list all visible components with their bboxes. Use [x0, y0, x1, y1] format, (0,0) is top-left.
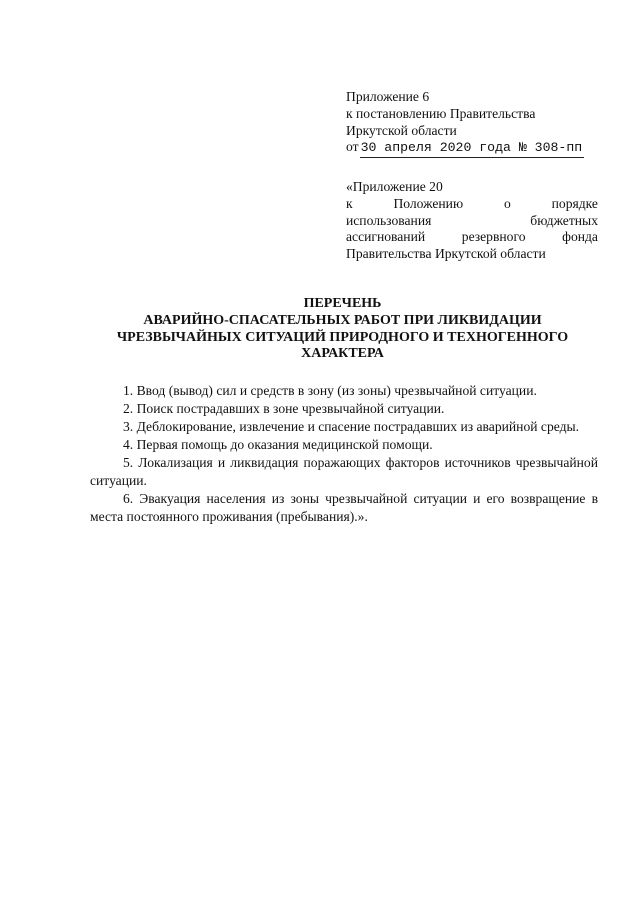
- word: порядке: [551, 195, 598, 211]
- word: использования: [346, 212, 432, 228]
- list-item: 6. Эвакуация населения из зоны чрезвычайной ситуации и его возвращение в места постоянного проживания (пребывания).».: [90, 491, 598, 524]
- works-list: [90, 382, 598, 526]
- appendix-6-line-2: к постановлению Правительства: [346, 105, 536, 121]
- word: фонда: [562, 229, 598, 245]
- appendix-6-title: Приложение 6: [346, 89, 430, 104]
- word: резервного: [461, 229, 526, 245]
- order-date-line: [346, 139, 598, 158]
- document-title: [90, 296, 595, 363]
- list-item: 4. Первая помощь до оказания медицинской помощи.: [123, 437, 433, 452]
- appendix-20-line-2: [346, 196, 598, 213]
- title-line-4: ХАРАКТЕРА: [301, 346, 384, 362]
- list-item: 1. Ввод (вывод) сил и средств в зону (из зоны) чрезвычайной ситуации.: [123, 383, 537, 398]
- list-item: 2. Поиск пострадавших в зоне чрезвычайной ситуации.: [123, 401, 445, 416]
- appendix-20-header: [346, 179, 598, 263]
- order-date-filled: 30 апреля 2020 года № 308-пп: [360, 140, 585, 158]
- word: ассигнований: [346, 229, 426, 245]
- word: к: [346, 195, 353, 211]
- list-item: 3. Деблокирование, извлечение и спасение пострадавших из аварийной среды.: [123, 419, 580, 434]
- appendix-6-line-3: Иркутской области: [346, 122, 457, 138]
- list-item: 5. Локализация и ликвидация поражающих факторов источников чрезвычайной ситуации.: [90, 455, 598, 488]
- title-line-2: АВАРИЙНО-СПАСАТЕЛЬНЫХ РАБОТ ПРИ ЛИКВИДАЦИИ: [143, 312, 542, 328]
- title-line-3: ЧРЕЗВЫЧАЙНЫХ СИТУАЦИЙ ПРИРОДНОГО И ТЕХНОГЕННОГО: [116, 329, 569, 345]
- word: о: [503, 195, 511, 211]
- appendix-20-title: «Приложение 20: [346, 179, 443, 194]
- order-date-prefix: от: [346, 139, 359, 155]
- word: бюджетных: [530, 212, 598, 228]
- title-line-1: ПЕРЕЧЕНЬ: [303, 296, 382, 311]
- appendix-6-header: [346, 89, 598, 158]
- appendix-20-line-4: [346, 229, 598, 246]
- appendix-20-line-5: Правительства Иркутской области: [346, 246, 546, 262]
- appendix-20-line-3: [346, 213, 598, 230]
- word: Положению: [393, 195, 464, 211]
